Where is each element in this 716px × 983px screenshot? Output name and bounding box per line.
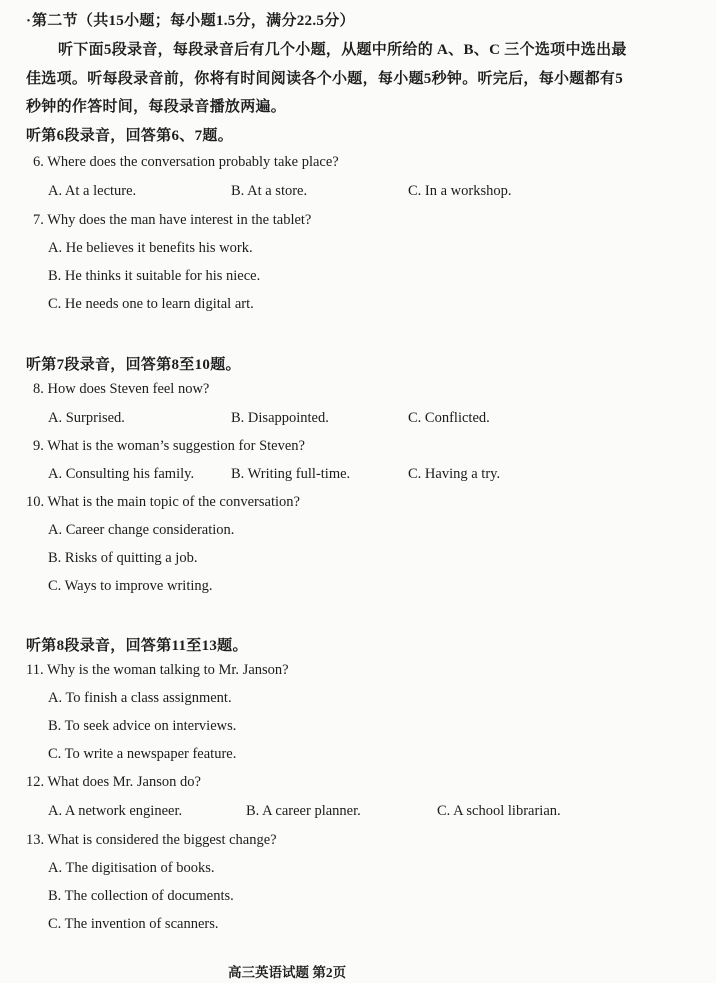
instruction-line-3: 秒钟的作答时间，每段录音播放两遍。 — [26, 99, 287, 115]
question-13-option-b[interactable]: B. The collection of documents. — [48, 888, 234, 904]
question-7-option-a[interactable]: A. He believes it benefits his work. — [48, 240, 253, 256]
instruction-line-1: 听下面5段录音，每段录音后有几个小题，从题中所给的 A、B、C 三个选项中选出最 — [58, 42, 627, 58]
question-10-option-b[interactable]: B. Risks of quitting a job. — [48, 550, 198, 566]
group-header-7: 听第7段录音，回答第8至10题。 — [26, 357, 241, 373]
question-12-option-a[interactable]: A. A network engineer. — [48, 803, 183, 819]
question-9-stem: 9. What is the woman’s suggestion for Steven? — [33, 438, 305, 454]
question-11-stem: 11. Why is the woman talking to Mr. Janson? — [26, 662, 289, 678]
question-6-option-c[interactable]: C. In a workshop. — [408, 183, 512, 199]
question-11-option-c[interactable]: C. To write a newspaper feature. — [48, 746, 237, 762]
question-9-option-a[interactable]: A. Consulting his family. — [48, 466, 195, 482]
question-11-option-a[interactable]: A. To finish a class assignment. — [48, 690, 232, 706]
question-9-option-c[interactable]: C. Having a try. — [408, 466, 501, 482]
question-6-option-b[interactable]: B. At a store. — [231, 183, 308, 199]
question-11-option-b[interactable]: B. To seek advice on interviews. — [48, 718, 237, 734]
question-13-option-c[interactable]: C. The invention of scanners. — [48, 916, 219, 932]
question-10-option-c[interactable]: C. Ways to improve writing. — [48, 578, 213, 594]
question-12-option-c[interactable]: C. A school librarian. — [437, 803, 561, 819]
question-6-stem: 6. Where does the conversation probably take place? — [33, 154, 339, 170]
page-footer: 高三英语试题 第2页 — [228, 965, 347, 980]
question-7-stem: 7. Why does the man have interest in the tablet? — [33, 212, 312, 228]
question-9-option-b[interactable]: B. Writing full-time. — [231, 466, 351, 482]
question-6-option-a[interactable]: A. At a lecture. — [48, 183, 137, 199]
question-7-option-c[interactable]: C. He needs one to learn digital art. — [48, 296, 254, 312]
question-8-option-b[interactable]: B. Disappointed. — [231, 410, 329, 426]
question-12-option-b[interactable]: B. A career planner. — [246, 803, 361, 819]
question-10-stem: 10. What is the main topic of the conversation? — [26, 494, 300, 510]
question-12-stem: 12. What does Mr. Janson do? — [26, 774, 201, 790]
question-8-stem: 8. How does Steven feel now? — [33, 381, 210, 397]
group-header-6: 听第6段录音，回答第6、7题。 — [26, 128, 234, 144]
question-13-stem: 13. What is considered the biggest change? — [26, 832, 277, 848]
instruction-line-2: 佳选项。听每段录音前，你将有时间阅读各个小题，每小题5秒钟。听完后，每小题都有5 — [26, 71, 624, 87]
question-13-option-a[interactable]: A. The digitisation of books. — [48, 860, 215, 876]
group-header-8: 听第8段录音，回答第11至13题。 — [26, 638, 248, 654]
question-7-option-b[interactable]: B. He thinks it suitable for his niece. — [48, 268, 261, 284]
question-8-option-a[interactable]: A. Surprised. — [48, 410, 125, 426]
question-8-option-c[interactable]: C. Conflicted. — [408, 410, 490, 426]
section-heading-text: 第二节（共15小题；每小题1.5分，满分22.5分） — [32, 13, 355, 29]
question-10-option-a[interactable]: A. Career change consideration. — [48, 522, 235, 538]
section-heading — [26, 9, 355, 30]
stray-mark: · — [26, 13, 32, 29]
